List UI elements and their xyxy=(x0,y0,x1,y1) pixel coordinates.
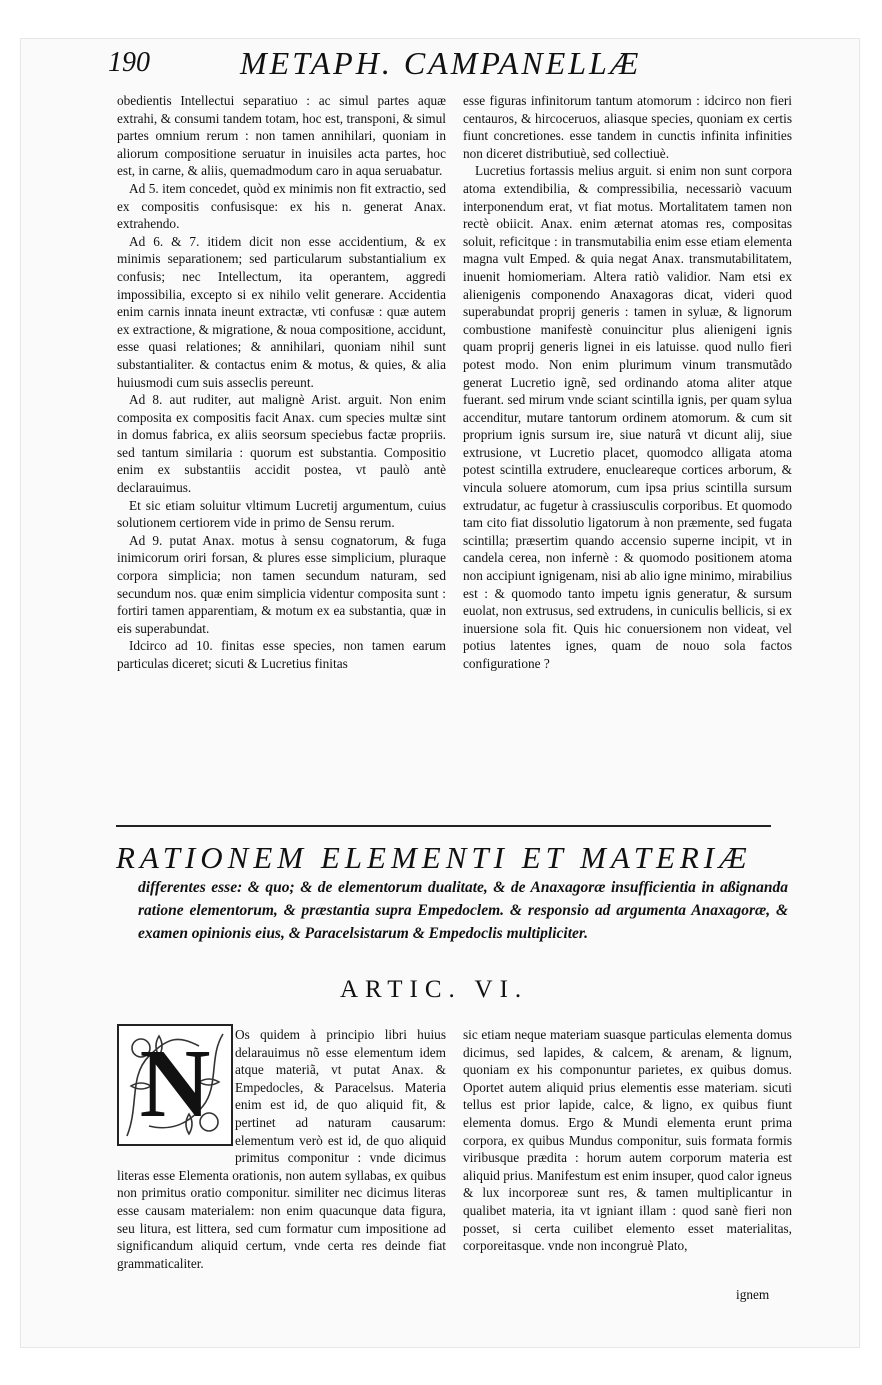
catchword: ignem xyxy=(736,1287,770,1302)
section-subtitle: differentes esse: & quo; & de elementorum dualitate, & de Anaxagoræ insufficientia in aßignanda ratione elementorum, & præstantia supra Empedoclem. & responsio ad argumenta Anaxagoræ, & examen opinionis eius, & Paracelsistarum & Empedoclis multipliciter. xyxy=(138,879,788,942)
column-right-bottom xyxy=(463,1026,792,1255)
paragraph: Os quidem à principio libri huius delarauimus nõ esse elementum idem atque materiã, vt putat Anax. & Empedocles, & Paracelsus. Materia enim est id, de quo aliquid fit, & pertinet ad naturam causarum: elementum verò est id, de quo aliquid primitus componitur : vnde dicimus literas esse Elementa orationis, non autem syllabas, ex quibus non primitus oratio componitur. similiter nec dicimus literas esse causam materialem: non enim quacunque data figura, seu litura, est littera, sed cum formatur cum impositione ad significandum aliquid certum, vnde certa res deinde fiat grammaticaliter. xyxy=(117,1027,446,1271)
ornamental-initial xyxy=(117,1024,233,1146)
page-header xyxy=(108,45,768,91)
paragraph: Ad 9. putat Anax. motus à sensu cognatorum, & fuga inimicorum oriri forsan, & plures esse simplicium, pluraque corpora simplicia; non tamen secundum naturam, sed secundum nos. quæ enim simplicia videntur composita sunt : fortiri tamen apparentiam, & motum ex ea substantia, quæ in eis superabundat. xyxy=(117,532,446,636)
paragraph: esse figuras infinitorum tantum atomorum : idcirco non fieri centauros, & hircoceruos, aliasque species, quoniam ex certis fiunt concretiones. esse tandem in cunctis infinita infinities non diceret distributiuè, sed collectiuè. xyxy=(463,93,792,161)
running-head: METAPH. CAMPANELLÆ xyxy=(240,45,642,81)
page-number: 190 xyxy=(108,47,150,78)
paragraph: Et sic etiam soluitur vltimum Lucretij argumentum, cuius solutionem certiorem vide in primo de Sensu rerum. xyxy=(117,497,446,531)
column-left-top xyxy=(117,92,446,673)
section-divider xyxy=(116,825,771,827)
paragraph: sic etiam neque materiam suasque particulas elementa domus dicimus, sed lapides, & calcem, & arenam, & lignum, quoniam ex his componuntur parietes, ex quibus domus. Oportet autem aliquid prius elementis esse materiam. sicuti tellus est prior lapide, calce, & ligno, ex quibus fiunt elementa domus. Ergo & Mundi elementa erunt prima corpora, ex quibus Mundus componitur, suis formata formis viribusque prædita : horum autem corporum materia est aliquid prius. Manifestum est enim insuper, quod calor igneus & lux incorporeæ sunt res, & tamen multiplicantur in qualibet materia, ita vt igniant illam : quod sanè fieri non posset, si certa cuilibet elemento esset materialitas, corporeitasque. vnde non incongruè Plato, xyxy=(463,1027,792,1254)
paragraph: obedientis Intellectui separatiuo : ac simul partes aquæ extrahi, & consumi tandem totam, hoc est, transponi, & simul partes omnium rerum : non tamen annihilari, quoniam in aliorum compositione seruatur in inuisiles acta partes, hoc est, in carne, & aliis, quemadmodum caro in aqua seruabatur. xyxy=(117,93,446,179)
section-title: RATIONEM ELEMENTI ET MATERIÆ xyxy=(116,840,752,875)
article-heading: ARTIC. VI. xyxy=(340,976,529,1003)
paragraph: Lucretius fortassis melius arguit. si enim non sunt corpora atoma extendibilia, & compressibilia, necessariò vacuum interponendum erat, vt fiat motus. Mortalitatem tamen non rectè obiicit. Anax. enim æternat atomas res, compositas soluit, reficitque : in transmutabilia enim esse etiam elementa magna vult Emped. & quia negat Anax. transmutabilitatem, inuenit homiomeriam. Altera ratiò validior. Nam etsi ex alienigenis componendo Anaxagoras dicat, videri quod superabundat proprij generis : tamen in syluæ, & lignorum combustione manifestè conuincitur plus alienigeni ignis quam proprij generis lignei in eis latuisse. quod nullo fieri potest modo. Non enim plurimum vinum transmutãdo generat Lucretio ignẽ, sed ordinando atoma aliter atque fuerant. sed mirum vnde sciant scintilla ignis, per quam sylua accenditur, mutare tantorum ordinem atomorum. & cum sit proprium ignis sursum ire, siue naturâ vt dicunt alij, siue extrusione, vt Lucretio placet, quomodco alligata atoma potest scintilla extrudere, enucleareque cortices arborum, & vincula soluere atomorum, cum ipsa prius scintilla sursum extrudatur, ac fugetur à crassiusculis corporibus. Et quomodo tam cito fiat dissolutio ligatorum à non præmente, sed fugata scintilla; præsertim quando accensio superne incipit, vt in candela cerea, non infernè : & quomodo positionem atoma non accipiunt ignigenam, nisi ab alio igne minimo, mirabilius est : & quomodo tanto impetu ignis generatur, & sursum euolat, non extrusus, sed extrudens, in cuniculis bellicis, si ex inuersione sola fit. Quis hic conuersionem non videat, vel potius latentes ignes, quam de nouo sola factos configuratione ? xyxy=(463,163,792,671)
column-right-top xyxy=(463,92,792,673)
dropcap-letter: N xyxy=(139,1030,211,1138)
paragraph: Ad 8. aut ruditer, aut malignè Arist. arguit. Non enim composita ex compositis facit Anax. cum species multæ sint in domus fabrica, ex aliis seorsum speciebus factæ propriis. sed tantum similaria : quorum est substantia. Compositio enim ex substantiis accidit postea, vt paulò antè declarauimus. xyxy=(117,392,446,496)
paragraph: Ad 6. & 7. itidem dicit non esse accidentium, & ex minimis separationem; sed particularum substantialium ex confusis; nec Intellectum, ita operantem, aggredi impossibilia, excepto si ex nihilo velit generare. Accidentia enim carnis innata ineunt extractæ, vti confusæ : quæ autem ex extractione, & migratione, & noua compositione, accidunt, esse quasi relationes; & annihilari, quoniam nihil sunt substantialiter. & contactus enim & motus, & quies, & alia huiusmodi cum suis asseclis pereunt. xyxy=(117,233,447,390)
paragraph: Idcirco ad 10. finitas esse species, non tamen earum particulas diceret; sicuti & Lucretius finitas xyxy=(117,638,446,671)
paragraph: Ad 5. item concedet, quòd ex minimis non fit extractio, sed ex compositis confusisque: ex his n. generat Anax. extrahendo. xyxy=(117,180,446,232)
